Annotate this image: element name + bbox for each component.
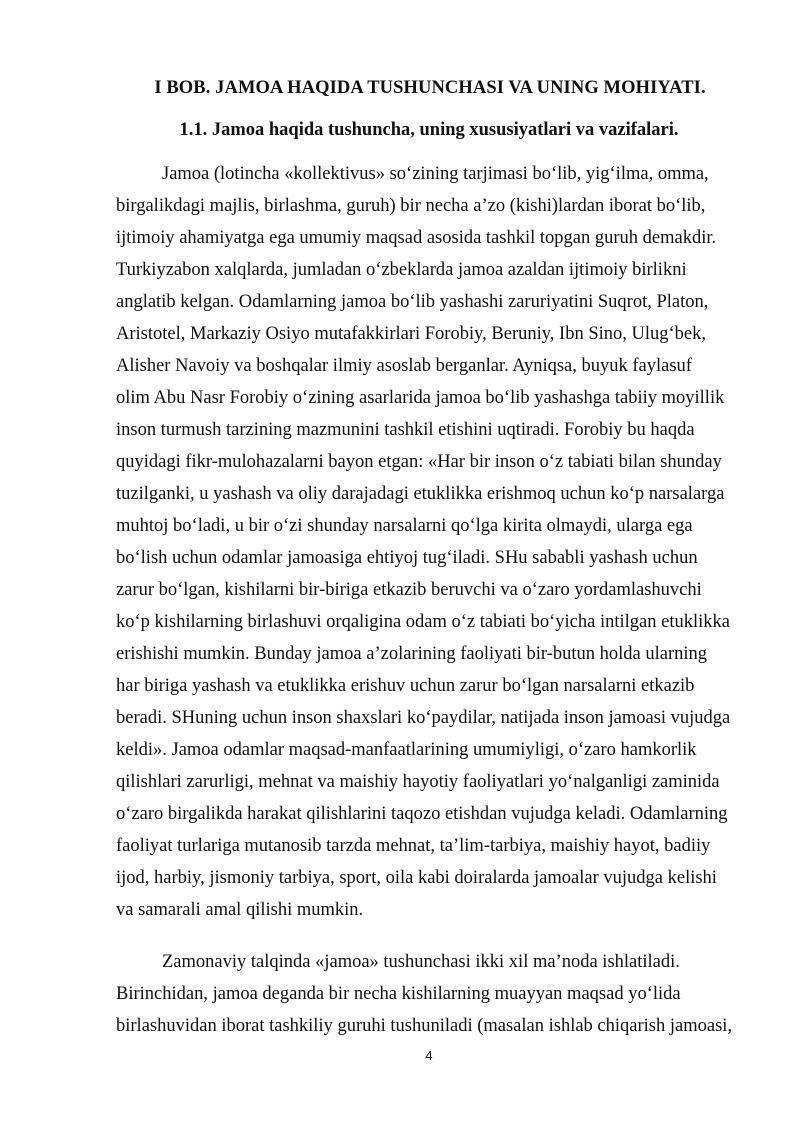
paragraph-line: Aristotel, Markaziy Osiyo mutafakkirlari Forobiy, Beruniy, Ibn Sino, Ulug‘bek, [116,324,707,344]
paragraph-line: beradi. SHuning uchun inson shaxslari ko‘paydilar, natijada inson jamoasi vujudga [116,708,731,728]
paragraph-line: va samarali amal qilishi mumkin. [116,900,364,920]
paragraph-line: qilishlari zarurligi, mehnat va maishiy hayotiy faoliyatlari yo‘nalganligi zaminida [116,772,720,792]
paragraph-line: quyidagi fikr-mulohazalarni bayon etgan: «Har bir inson o‘z tabiati bilan shunday [116,452,722,472]
paragraph-2 [116,946,742,1042]
paragraph-line: faoliyat turlariga mutanosib tarzda mehnat, ta’lim-tarbiya, maishiy hayot, badiiy [116,836,711,856]
paragraph-line: o‘zaro birgalikda harakat qilishlarini taqozo etishdan vujudga keladi. Odamlarning [116,804,728,824]
paragraph-line: birlashuvidan iborat tashkiliy guruhi tushuniladi (masalan ishlab chiqarish jamoasi, [116,1016,733,1036]
paragraph-line: Zamonaviy talqinda «jamoa» tushunchasi ikki xil ma’noda ishlatiladi. [162,952,680,972]
page-number: 4 [425,1048,433,1063]
paragraph-line: ijtimoiy ahamiyatga ega umumiy maqsad asosida tashkil topgan guruh demakdir. [116,228,717,248]
paragraph-line: Alisher Navoiy va boshqalar ilmiy asoslab berganlar. Ayniqsa, buyuk faylasuf [116,356,692,376]
paragraph-line: keldi». Jamoa odamlar maqsad-manfaatlarining umumiyligi, o‘zaro hamkorlik [116,740,697,760]
section-title: 1.1. Jamoa haqida tushuncha, uning xususiyatlari va vazifalari. [179,120,679,140]
paragraph-line: zarur bo‘lgan, kishilarni bir-biriga etkazib beruvchi va o‘zaro yordamlashuvchi [116,580,702,600]
paragraph-line: har biriga yashash va etuklikka erishuv uchun zarur bo‘lgan narsalarni etkazib [116,676,695,696]
paragraph-line: muhtoj bo‘ladi, u bir o‘zi shunday narsalarni qo‘lga kirita olmaydi, ularga ega [116,516,693,536]
paragraph-line: olim Abu Nasr Forobiy o‘zining asarlarida jamoa bo‘lib yashashga tabiiy moyillik [116,388,725,408]
paragraph-line: anglatib kelgan. Odamlarning jamoa bo‘lib yashashi zaruriyatini Suqrot, Platon, [116,292,709,312]
chapter-title: I BOB. JAMOA HAQIDA TUSHUNCHASI VA UNING MOHIYATI. [154,78,706,98]
paragraph-line: ijod, harbiy, jismoniy tarbiya, sport, oila kabi doiralarda jamoalar vujudga kelishi [116,868,717,888]
paragraph-line: erishishi mumkin. Bunday jamoa a’zolarining faoliyati bir-butun holda ularning [116,644,707,664]
paragraph-line: Jamoa (lotincha «kollektivus» so‘zining tarjimasi bo‘lib, yig‘ilma, omma, [162,164,709,184]
paragraph-line: Turkiyzabon xalqlarda, jumladan o‘zbeklarda jamoa azaldan ijtimoiy birlikni [116,260,687,280]
paragraph-line: tuzilganki, u yashash va oliy darajadagi etuklikka erishmoq uchun ko‘p narsalarga [116,484,725,504]
paragraph-line: birgalikdagi majlis, birlashma, guruh) bir necha a’zo (kishi)lardan iborat bo‘lib, [116,196,706,216]
paragraph-line: bo‘lish uchun odamlar jamoasiga ehtiyoj tug‘iladi. SHu sababli yashash uchun [116,548,698,568]
paragraph-1 [116,158,742,926]
paragraph-line: ko‘p kishilarning birlashuvi orqaligina odam o‘z tabiati bo‘yicha intilgan etuklikka [116,612,730,632]
paragraph-line: Birinchidan, jamoa deganda bir necha kishilarning muayyan maqsad yo‘lida [116,984,681,1004]
paragraph-line: inson turmush tarzining mazmunini tashkil etishini uqtiradi. Forobiy bu haqda [116,420,695,440]
